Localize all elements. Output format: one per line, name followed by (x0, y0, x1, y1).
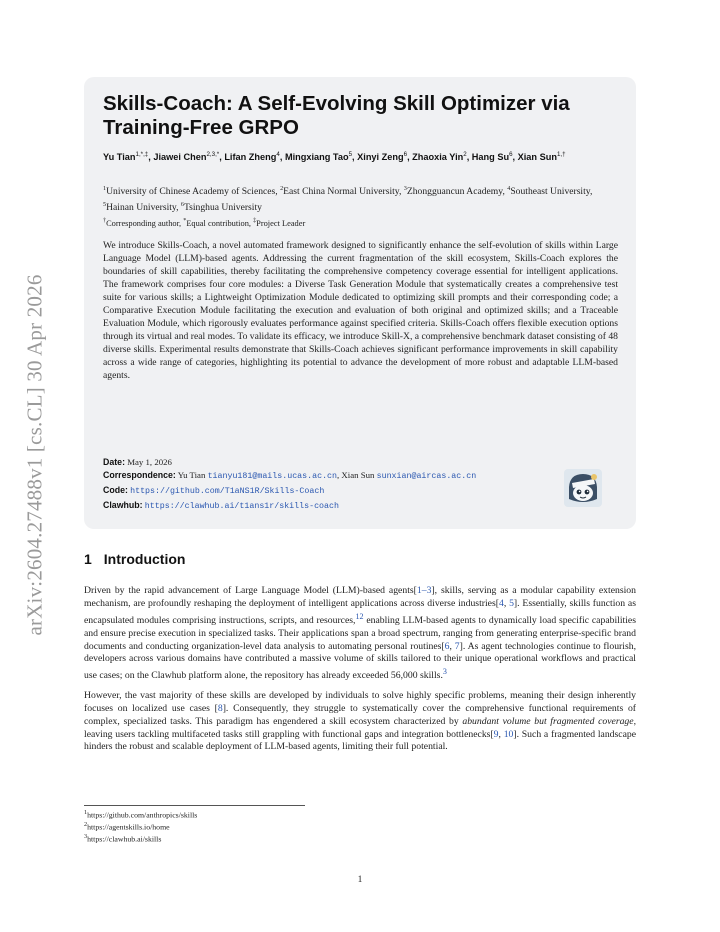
affiliation: Tsinghua University (183, 202, 262, 214)
date-line: Date: May 1, 2026 (103, 457, 172, 467)
author-list: Yu Tian$^{1,*,\ddagger}$, Jiawei Chen$^{2,3,*}$, Lifan Zheng$^4$, Mingxiang Tao$^5$, Xinyi Zeng$^6$, Zhaoxia Yin$^2$, Hang Su$^6$, Xian Sun$^{1,\dagger}$ (103, 151, 566, 163)
author-name: Jiawei Chen (153, 152, 207, 163)
email-link[interactable]: sunxian@aircas.ac.cn (376, 471, 477, 481)
paper-meta (103, 456, 563, 514)
abstract: We introduce Skills-Coach, a novel automated framework designed to significantly enhance the self-evolution of skills within Large Language Model (LLM)-based agents. Addressing the current fragmentation of the skill ecosystem, Skills-Coach explores the boundaries of skill capabilities, thereby facilitating the comprehensive competency coverage essential for intelligent applications. The framework comprises four core modules: a Diverse Task Generation Module that systematically creates a comprehensive test suite for various skills; a Lightweight Optimization Module dedicated to optimizing skill prompts and their corresponding code; a Comparative Execution Module facilitating the execution and evaluation of both original and optimized skills; and a Traceable Evaluation Module, which rigorously evaluates performance against specified criteria. Skills-Coach offers flexible execution options through its virtual and real modes. To validate its efficacy, we introduce Skill-X, a comprehensive benchmark dataset consisting of 48 diverse skills. Experimental results demonstrate that Skills-Coach achieves significant performance improvements in skill capability across a wide range of categories, highlighting its potential to advance the development of more robust and adaptable LLM-based agents. (103, 240, 618, 381)
citation-link[interactable]: 1–3 (416, 585, 432, 596)
arxiv-id: arXiv:2604.27488v1 [cs.CL] 30 Apr 2026 (22, 273, 47, 636)
footnote-ref[interactable]: 12 (355, 611, 364, 621)
footnote-ref[interactable]: 3 (442, 667, 447, 677)
section-heading: 1 Introduction (84, 551, 186, 567)
footnote: $^2$https://agentskills.io/home (84, 821, 170, 832)
intro-paragraph-2: However, the vast majority of these skills are developed by individuals to solve highly specific problems, meaning their design inherently focuses on localized use cases [8]. Consequently, they struggle to systematically cover the comprehensive functional requirements of complex, specialized tasks. This paradigm has engendered a skill ecosystem characterized by abundant volume but fragmented coverage, leaving users tackling multifaceted tasks still grappling with functional gaps and integration bottlenecks[9, 10]. Such a fragmented landscape hinders the robust and scalable deployment of LLM-based agents, limiting their full potential. (84, 690, 637, 753)
footnote: $^3$https://clawhub.ai/skills (84, 833, 162, 844)
citation-link[interactable]: 4 (498, 597, 504, 609)
code-link[interactable]: https://github.com/T1aNS1R/Skills-Coach (130, 486, 325, 496)
footnotes (84, 808, 197, 844)
clawhub-link[interactable]: https://clawhub.ai/t1ans1r/skills-coach (144, 501, 339, 511)
affiliations: $^1$University of Chinese Academy of Sciences, $^2$East China Normal University, $^3$Zhongguancun Academy, $^4$Southeast University, $^5$Hainan University, $^6$Tsinghua University †Corresponding author, *Equal contribution, ‡Project Leader (103, 182, 623, 230)
footnote: $^1$https://github.com/anthropics/skills (84, 809, 198, 820)
correspondence-line: Correspondence: Yu Tian tianyu181@mails.ucas.ac.cn, Xian Sun sunxian@aircas.ac.cn (103, 469, 477, 481)
citation-link[interactable]: 6 (444, 640, 450, 652)
author-name: Lifan Zheng (224, 152, 277, 163)
email-link[interactable]: tianyu181@mails.ucas.ac.cn (207, 471, 338, 481)
code-line: Code: https://github.com/T1aNS1R/Skills-Coach (103, 484, 325, 496)
author-name: Zhaoxia Yin (412, 152, 464, 163)
affiliation: Zhongguancun Academy (406, 186, 503, 198)
author-name: Xinyi Zeng (357, 152, 404, 163)
affiliation: Southeast University (510, 186, 590, 198)
citation-link[interactable]: 5 (509, 597, 514, 609)
coach-mascot-icon (564, 469, 602, 507)
affiliation: University of Chinese Academy of Sciences (106, 186, 276, 198)
citation-link[interactable]: 9 (493, 728, 499, 740)
author-name: Xian Sun (517, 152, 557, 163)
citation-link[interactable]: 10 (503, 728, 514, 740)
affiliation: Hainan University (106, 202, 177, 214)
page-number: 1 (357, 875, 363, 885)
footnote-rule (84, 805, 305, 806)
citation-link[interactable]: 7 (454, 640, 460, 652)
arxiv-stamp (18, 262, 52, 647)
author-notes: †Corresponding author, *Equal contribution, ‡Project Leader (103, 217, 306, 229)
intro-paragraph-1: Driven by the rapid advancement of Large Language Model (LLM)-based agents[1–3], skills, serving as a modular capability extension mechanism, are profoundly reshaping the deployment of intelligent applications across diverse industries[4, 5]. Essentially, skills function as encapsulated modules comprising instructions, scripts, and resources,$^{12}$ enabling LLM-based agents to dynamically load specific capabilities and ensure precise execution in specialized tasks. Their applications span a broad spectrum, ranging from generating enterprise-specific brand documents and conducting organization-level data analysis to automating personal routines[6, 7]. As agent technologies continue to flourish, developers across various domains have contributed a massive volume of skills tailored to their unique operational workflows and practical use cases; on the Clawhub platform alone, the repository has already exceeded 56,000 skills.$^3$ (84, 585, 636, 682)
citation-link[interactable]: 8 (217, 702, 223, 714)
author-name: Yu Tian (103, 152, 136, 163)
author-name: Mingxiang Tao (284, 152, 349, 163)
author-name: Hang Su (471, 152, 510, 163)
clawhub-line: Clawhub: https://clawhub.ai/t1ans1r/skills-coach (103, 499, 339, 511)
affiliation: East China Normal University (283, 186, 399, 198)
paper-title: Skills-Coach: A Self-Evolving Skill Optimizer via Training-Free GRPO (103, 92, 570, 139)
